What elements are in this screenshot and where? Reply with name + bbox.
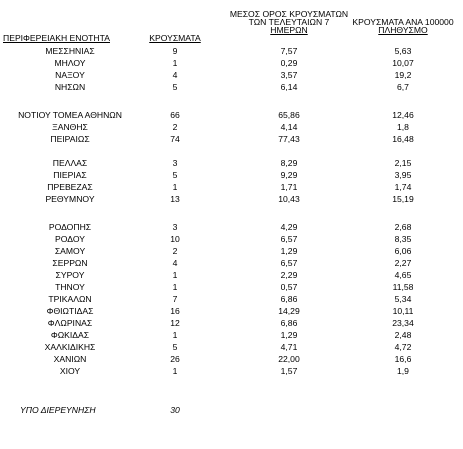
region-name: ΠΡΕΒΕΖΑΣ <box>47 182 93 192</box>
avg-value: 2,29 <box>280 270 298 280</box>
table-row <box>0 342 463 352</box>
per100k-value: 2,27 <box>394 258 412 268</box>
header-avg-line1: ΜΕΣΟΣ ΟΡΟΣ ΚΡΟΥΣΜΑΤΩΝ <box>229 9 349 19</box>
table-row <box>0 58 463 68</box>
region-name: ΤΗΝΟΥ <box>55 282 85 292</box>
cases-value: 2 <box>172 246 178 256</box>
per100k-value: 4,72 <box>394 342 412 352</box>
cases-value: 1 <box>172 366 178 376</box>
table-row <box>0 246 463 256</box>
table-row <box>0 282 463 292</box>
per100k-value: 6,06 <box>394 246 412 256</box>
table-row <box>0 134 463 144</box>
per100k-value: 2,68 <box>394 222 412 232</box>
region-name: ΜΕΣΣΗΝΙΑΣ <box>45 46 95 56</box>
cases-value: 1 <box>172 282 178 292</box>
avg-value: 7,57 <box>280 46 298 56</box>
avg-value: 6,86 <box>280 294 298 304</box>
cases-value: 3 <box>172 222 178 232</box>
region-name: ΧΑΛΚΙΔΙΚΗΣ <box>44 342 96 352</box>
per100k-value: 16,48 <box>392 134 414 144</box>
cases-value: 7 <box>172 294 178 304</box>
cases-value: 3 <box>172 158 178 168</box>
avg-value: 6,57 <box>280 258 298 268</box>
avg-value: 8,29 <box>280 158 298 168</box>
region-name: ΦΛΩΡΙΝΑΣ <box>47 318 93 328</box>
cases-value: 2 <box>172 122 178 132</box>
region-name: ΦΘΙΩΤΙΔΑΣ <box>46 306 94 316</box>
region-name: ΡΕΘΥΜΝΟΥ <box>45 194 95 204</box>
region-name: ΠΕΙΡΑΙΩΣ <box>50 134 90 144</box>
avg-value: 1,29 <box>280 246 298 256</box>
avg-value: 9,29 <box>280 170 298 180</box>
cases-value: 1 <box>172 330 178 340</box>
table-row <box>0 182 463 192</box>
avg-value: 1,57 <box>280 366 298 376</box>
cases-value: 4 <box>172 258 178 268</box>
cases-value: 5 <box>172 342 178 352</box>
cases-value: 12 <box>170 318 180 328</box>
per100k-value: 3,95 <box>394 170 412 180</box>
per100k-value: 10,07 <box>392 58 414 68</box>
region-name: ΣΥΡΟΥ <box>55 270 85 280</box>
avg-value: 4,14 <box>280 122 298 132</box>
per100k-value: 12,46 <box>392 110 414 120</box>
cases-value: 16 <box>170 306 180 316</box>
per100k-value: 10,11 <box>392 306 414 316</box>
cases-value: 74 <box>170 134 180 144</box>
header-per-line1: ΚΡΟΥΣΜΑΤΑ ΑΝΑ 100000 <box>352 17 454 27</box>
avg-value: 22,00 <box>278 354 300 364</box>
region-name: ΡΟΔΟΥ <box>55 234 85 244</box>
per100k-value: 16,6 <box>394 354 412 364</box>
per100k-value: 6,7 <box>397 82 409 92</box>
region-name: ΦΩΚΙΔΑΣ <box>50 330 90 340</box>
per100k-value: 2,48 <box>394 330 412 340</box>
region-name: ΜΗΛΟΥ <box>54 58 86 68</box>
cases-value: 1 <box>172 182 178 192</box>
cases-value: 9 <box>172 46 178 56</box>
header-avg-line2: ΤΩΝ ΤΕΛΕΥΤΑΙΩΝ 7 <box>248 17 330 27</box>
cases-value: 5 <box>172 82 178 92</box>
avg-value: 4,29 <box>280 222 298 232</box>
table-row <box>0 258 463 268</box>
table-row <box>0 46 463 56</box>
table-row <box>0 270 463 280</box>
footer-row <box>0 405 463 415</box>
region-name: ΤΡΙΚΑΛΩΝ <box>48 294 92 304</box>
table-row <box>0 294 463 304</box>
per100k-value: 2,15 <box>394 158 412 168</box>
avg-value: 1,71 <box>280 182 298 192</box>
cases-value: 4 <box>172 70 178 80</box>
table-row <box>0 170 463 180</box>
table-row <box>0 354 463 364</box>
avg-value: 6,14 <box>280 82 298 92</box>
region-name: ΧΑΝΙΩΝ <box>53 354 87 364</box>
region-name: ΡΟΔΟΠΗΣ <box>48 222 92 232</box>
avg-value: 6,86 <box>280 318 298 328</box>
cases-value: 66 <box>170 110 180 120</box>
per100k-value: 1,8 <box>397 122 409 132</box>
region-name: ΣΕΡΡΩΝ <box>52 258 88 268</box>
per100k-value: 15,19 <box>392 194 414 204</box>
per100k-value: 8,35 <box>394 234 412 244</box>
table-row <box>0 222 463 232</box>
per100k-value: 1,9 <box>397 366 409 376</box>
table-row <box>0 70 463 80</box>
region-name: ΝΗΣΩΝ <box>54 82 86 92</box>
cases-value: 5 <box>172 170 178 180</box>
avg-value: 0,57 <box>280 282 298 292</box>
table-row <box>0 110 463 120</box>
region-name: ΝΑΞΟΥ <box>55 70 85 80</box>
avg-value: 14,29 <box>278 306 300 316</box>
avg-value: 4,71 <box>280 342 298 352</box>
avg-value: 65,86 <box>278 110 300 120</box>
avg-value: 1,29 <box>280 330 298 340</box>
region-name: ΞΑΝΘΗΣ <box>52 122 88 132</box>
table-row <box>0 158 463 168</box>
table-row <box>0 366 463 376</box>
table-row <box>0 330 463 340</box>
header-per-line2: ΠΛΗΘΥΣΜΟ <box>378 25 428 35</box>
avg-value: 10,43 <box>278 194 300 204</box>
avg-value: 3,57 <box>280 70 298 80</box>
cases-value: 1 <box>172 270 178 280</box>
per100k-value: 4,65 <box>394 270 412 280</box>
region-name: ΠΙΕΡΙΑΣ <box>53 170 87 180</box>
cases-value: 13 <box>170 194 180 204</box>
per100k-value: 23,34 <box>392 318 414 328</box>
header-avg-line3: ΗΜΕΡΩΝ <box>270 25 308 35</box>
table-row <box>0 82 463 92</box>
table-row <box>0 234 463 244</box>
cases-value: 10 <box>170 234 180 244</box>
region-name: ΠΕΛΛΑΣ <box>52 158 88 168</box>
table-row <box>0 122 463 132</box>
per100k-value: 1,74 <box>394 182 412 192</box>
header-cases: ΚΡΟΥΣΜΑΤΑ <box>149 33 201 43</box>
table-row <box>0 194 463 204</box>
region-name: ΣΑΜΟΥ <box>54 246 86 256</box>
per100k-value: 11,58 <box>392 282 414 292</box>
per100k-value: 5,63 <box>394 46 412 56</box>
cases-value: 26 <box>170 354 180 364</box>
per100k-value: 5,34 <box>394 294 412 304</box>
table-row <box>0 318 463 328</box>
avg-value: 77,43 <box>278 134 300 144</box>
per100k-value: 19,2 <box>394 70 412 80</box>
table-row <box>0 306 463 316</box>
region-name: ΝΟΤΙΟΥ ΤΟΜΕΑ ΑΘΗΝΩΝ <box>18 110 122 120</box>
footer-label: ΥΠΟ ΔΙΕΡΕΥΝΗΣΗ <box>20 405 96 415</box>
header-region: ΠΕΡΙΦΕΡΕΙΑΚΗ ΕΝΟΤΗΤΑ <box>3 33 110 43</box>
footer-value: 30 <box>170 405 180 415</box>
region-name: ΧΙΟΥ <box>59 366 81 376</box>
cases-value: 1 <box>172 58 178 68</box>
avg-value: 6,57 <box>280 234 298 244</box>
avg-value: 0,29 <box>280 58 298 68</box>
